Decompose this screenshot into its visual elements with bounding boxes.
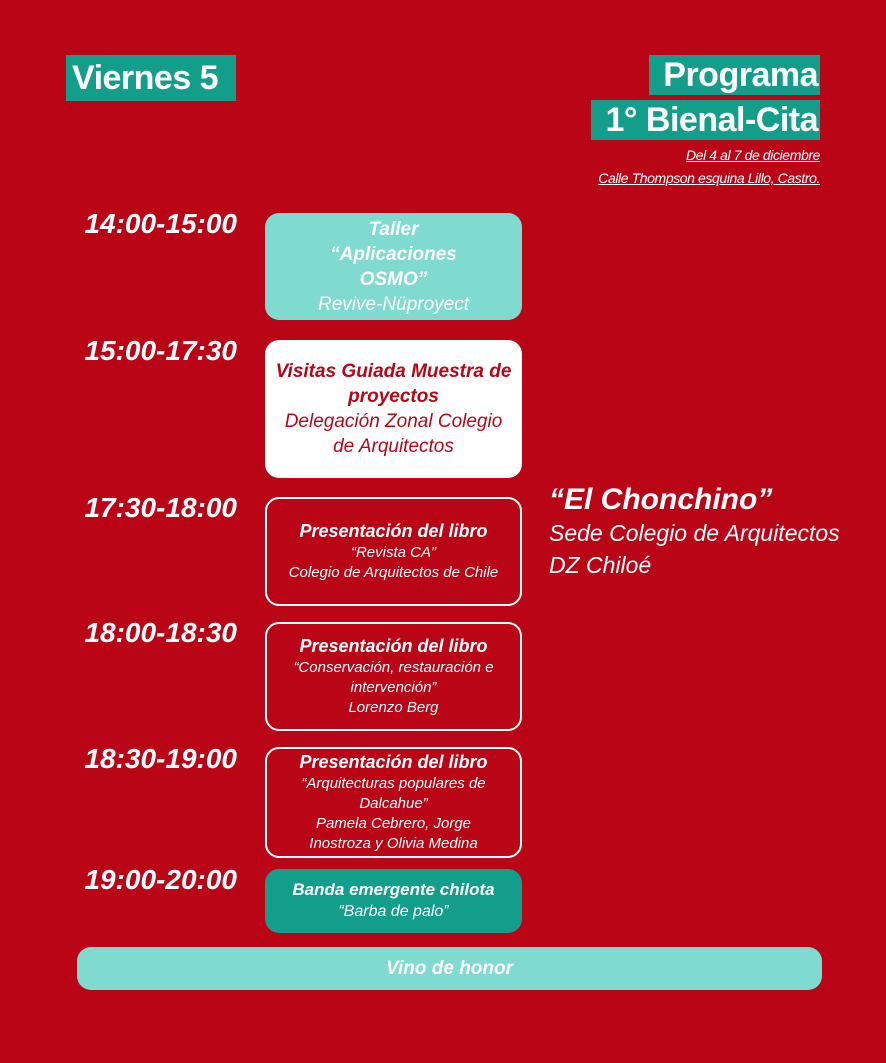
event-detail: Pamela Cebrero, Jorge Inostroza y Olivia Medina — [309, 815, 478, 852]
event-title: Presentación del libro — [299, 636, 488, 656]
event-title: 1° Bienal-Cita — [591, 100, 820, 140]
event-detail: Delegación Zonal Colegio de Arquitectos — [284, 411, 503, 457]
program-title: Programa — [649, 55, 820, 95]
event-box — [265, 340, 522, 478]
time-slot: 18:00-18:30 — [84, 617, 237, 648]
event-detail: Lorenzo Berg — [348, 699, 439, 716]
event-detail: Colegio de Arquitectos de Chile — [288, 564, 499, 581]
event-detail: Revive-Nüproyect — [318, 293, 469, 315]
time-slot: 19:00-20:00 — [84, 864, 237, 895]
event-detail: “Conservación, restauración e intervención” — [293, 659, 494, 696]
event-title: Presentación del libro — [299, 752, 488, 772]
time-slot: 17:30-18:00 — [84, 492, 237, 523]
event-dates: Del 4 al 7 de diciembre — [686, 147, 820, 163]
event-detail: “Revista CA” — [350, 544, 436, 561]
day-badge: Viernes 5 — [66, 55, 236, 101]
time-slot: 15:00-17:30 — [84, 335, 237, 366]
time-slot: 14:00-15:00 — [84, 208, 237, 239]
event-title: Visitas Guiada Muestra de proyectos — [275, 361, 512, 407]
event-title: Banda emergente chilota — [292, 880, 495, 899]
closing-banner: Vino de honor — [77, 947, 822, 990]
event-box — [265, 497, 522, 606]
event-box — [265, 747, 522, 858]
event-box — [265, 213, 522, 320]
event-detail: “Barba de palo” — [338, 903, 449, 920]
event-title: Presentación del libro — [299, 521, 488, 541]
venue-name: “El Chonchino” — [549, 483, 773, 516]
event-address: Calle Thompson esquina Lillo, Castro. — [598, 170, 820, 186]
venue-info — [549, 483, 869, 581]
venue-subtitle: Sede Colegio de Arquitectos DZ Chiloé — [549, 520, 840, 578]
event-title: Taller “Aplicaciones OSMO” — [330, 218, 457, 290]
event-box — [265, 869, 522, 933]
event-box — [265, 622, 522, 731]
time-slot: 18:30-19:00 — [84, 743, 237, 774]
event-detail: “Arquitecturas populares de Dalcahue” — [301, 775, 486, 812]
